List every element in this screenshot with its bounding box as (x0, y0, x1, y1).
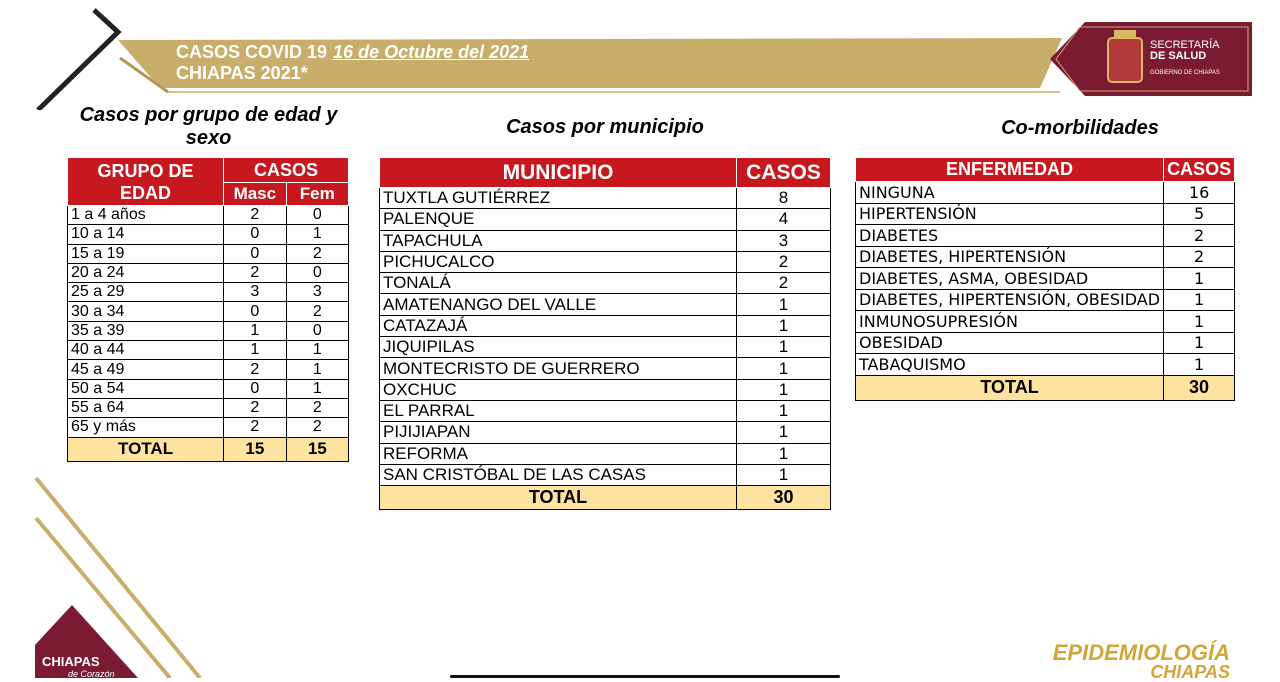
comorb-cell-name: OBESIDAD (856, 332, 1164, 354)
age-cell-masc: 2 (224, 360, 286, 379)
age-cell-masc: 2 (224, 398, 286, 417)
muni-row (380, 315, 831, 336)
chiapas-brand (42, 655, 115, 681)
age-cell-fem: 2 (286, 398, 348, 417)
comorb-cell-name: DIABETES, HIPERTENSIÓN, OBESIDAD (856, 289, 1164, 311)
age-cell-fem: 3 (286, 283, 348, 302)
muni-row (380, 443, 831, 464)
age-row (68, 225, 349, 244)
chiapas-brand-line2: de Corazón (68, 669, 115, 679)
age-cell-fem: 1 (286, 360, 348, 379)
comorb-cell-name: DIABETES, HIPERTENSIÓN (856, 246, 1164, 268)
muni-total-cases: 30 (737, 486, 831, 510)
logo-line2: DE SALUD (1150, 50, 1207, 62)
comorb-cell-cases: 2 (1164, 246, 1235, 268)
muni-cell-name: MONTECRISTO DE GUERRERO (380, 358, 737, 379)
muni-cell-name: TONALÁ (380, 273, 737, 294)
muni-row (380, 188, 831, 209)
muni-cell-name: JIQUIPILAS (380, 337, 737, 358)
comorb-row (856, 225, 1235, 247)
epidemiologia-brand (990, 642, 1230, 680)
comorbidity-table-title: Co-morbilidades (1001, 117, 1159, 139)
age-row (68, 418, 349, 437)
muni-cell-name: SAN CRISTÓBAL DE LAS CASAS (380, 464, 737, 485)
comorb-cell-cases: 1 (1164, 354, 1235, 376)
comorb-cell-name: NINGUNA (856, 182, 1164, 204)
age-cell-masc: 0 (224, 244, 286, 263)
age-cell-group: 30 a 34 (68, 302, 224, 321)
comorb-cell-name: INMUNOSUPRESIÓN (856, 311, 1164, 333)
muni-cell-cases: 3 (737, 230, 831, 251)
muni-cell-name: PICHUCALCO (380, 251, 737, 272)
age-cell-group: 20 a 24 (68, 263, 224, 282)
age-col-group (68, 158, 224, 206)
muni-cell-name: REFORMA (380, 443, 737, 464)
comorb-row (856, 246, 1235, 268)
age-cell-group: 25 a 29 (68, 283, 224, 302)
health-secretariat-logo (1150, 40, 1220, 79)
comorb-row (856, 203, 1235, 225)
age-cell-fem: 0 (286, 321, 348, 340)
age-cell-group: 55 a 64 (68, 398, 224, 417)
muni-cell-cases: 1 (737, 315, 831, 336)
muni-row (380, 422, 831, 443)
header-subtitle: CHIAPAS 2021* (176, 63, 308, 83)
muni-total-label: TOTAL (380, 486, 737, 510)
age-col-group-line2: EDAD (120, 182, 172, 203)
comorb-total-label: TOTAL (856, 375, 1164, 400)
age-row (68, 360, 349, 379)
age-cell-fem: 1 (286, 341, 348, 360)
muni-cell-name: TUXTLA GUTIÉRREZ (380, 188, 737, 209)
muni-row (380, 464, 831, 485)
age-row (68, 244, 349, 263)
muni-cell-cases: 1 (737, 464, 831, 485)
comorb-cell-name: DIABETES, ASMA, OBESIDAD (856, 268, 1164, 290)
muni-cell-cases: 2 (737, 251, 831, 272)
comorb-cell-cases: 1 (1164, 268, 1235, 290)
muni-cell-cases: 1 (737, 379, 831, 400)
header-date: 16 de Octubre del 2021 (333, 42, 530, 62)
age-row (68, 341, 349, 360)
comorb-row (856, 332, 1235, 354)
age-col-masc: Masc (224, 183, 286, 206)
epi-line1: EPIDEMIOLOGÍA (1052, 640, 1230, 665)
muni-row (380, 358, 831, 379)
age-row (68, 398, 349, 417)
age-row (68, 283, 349, 302)
age-cell-masc: 2 (224, 418, 286, 437)
comorb-row (856, 182, 1235, 204)
age-cell-masc: 2 (224, 263, 286, 282)
comorb-total-row (856, 375, 1235, 400)
age-total-row (68, 437, 349, 461)
age-cell-group: 15 a 19 (68, 244, 224, 263)
header-title-line (176, 42, 529, 63)
age-col-group-line1: GRUPO DE (97, 160, 194, 181)
comorbidity-table (855, 157, 1235, 401)
age-cell-group: 45 a 49 (68, 360, 224, 379)
muni-cell-name: EL PARRAL (380, 400, 737, 421)
age-table-title (66, 104, 351, 150)
municipio-table-title: Casos por municipio (506, 116, 704, 138)
comorb-total-cases: 30 (1164, 375, 1235, 400)
comorb-cell-name: DIABETES (856, 225, 1164, 247)
muni-cell-cases: 4 (737, 209, 831, 230)
age-cell-fem: 0 (286, 206, 348, 225)
muni-cell-name: PALENQUE (380, 209, 737, 230)
comorb-cell-name: TABAQUISMO (856, 354, 1164, 376)
age-row (68, 321, 349, 340)
muni-cell-cases: 1 (737, 422, 831, 443)
age-total-label: TOTAL (68, 437, 224, 461)
age-total-fem: 15 (286, 437, 348, 461)
age-cell-group: 40 a 44 (68, 341, 224, 360)
decorative-stripes (0, 470, 240, 678)
comorb-cell-cases: 1 (1164, 289, 1235, 311)
muni-row (380, 251, 831, 272)
muni-row (380, 379, 831, 400)
age-cell-group: 65 y más (68, 418, 224, 437)
comorb-row (856, 354, 1235, 376)
age-cell-masc: 0 (224, 379, 286, 398)
age-cell-fem: 0 (286, 263, 348, 282)
age-row (68, 379, 349, 398)
muni-cell-name: CATAZAJÁ (380, 315, 737, 336)
age-cell-fem: 1 (286, 225, 348, 244)
age-title-line2: sexo (185, 127, 232, 149)
chiapas-brand-line1: CHIAPAS (42, 654, 100, 669)
age-row (68, 263, 349, 282)
muni-cell-cases: 1 (737, 400, 831, 421)
muni-row (380, 230, 831, 251)
header-title: CASOS COVID 19 (176, 42, 328, 62)
comorb-col-name: ENFERMEDAD (856, 158, 1164, 182)
age-col-cases: CASOS (224, 158, 349, 183)
epi-line2: CHIAPAS (1150, 662, 1230, 682)
muni-row (380, 400, 831, 421)
muni-cell-cases: 1 (737, 294, 831, 315)
muni-cell-name: OXCHUC (380, 379, 737, 400)
age-group-table (67, 157, 349, 462)
age-title-line1: Casos por grupo de edad y (79, 104, 338, 126)
muni-cell-cases: 1 (737, 443, 831, 464)
age-total-masc: 15 (224, 437, 286, 461)
muni-row (380, 273, 831, 294)
muni-row (380, 209, 831, 230)
age-cell-fem: 1 (286, 379, 348, 398)
muni-cell-cases: 2 (737, 273, 831, 294)
comorb-cell-cases: 5 (1164, 203, 1235, 225)
age-cell-masc: 3 (224, 283, 286, 302)
muni-row (380, 337, 831, 358)
comorb-row (856, 268, 1235, 290)
age-cell-masc: 1 (224, 341, 286, 360)
muni-col-name: MUNICIPIO (380, 158, 737, 188)
muni-row (380, 294, 831, 315)
muni-col-cases: CASOS (737, 158, 831, 188)
comorb-cell-cases: 1 (1164, 332, 1235, 354)
age-cell-masc: 1 (224, 321, 286, 340)
age-cell-masc: 0 (224, 302, 286, 321)
comorb-row (856, 311, 1235, 333)
muni-cell-cases: 1 (737, 358, 831, 379)
muni-cell-cases: 1 (737, 337, 831, 358)
age-cell-masc: 2 (224, 206, 286, 225)
muni-cell-name: AMATENANGO DEL VALLE (380, 294, 737, 315)
age-cell-group: 1 a 4 años (68, 206, 224, 225)
logo-line3: GOBIERNO DE CHIAPAS (1150, 70, 1220, 76)
age-cell-fem: 2 (286, 302, 348, 321)
comorb-cell-cases: 16 (1164, 182, 1235, 204)
muni-total-row (380, 486, 831, 510)
comorb-col-cases: CASOS (1164, 158, 1235, 182)
age-cell-fem: 2 (286, 418, 348, 437)
comorb-row (856, 289, 1235, 311)
age-cell-group: 35 a 39 (68, 321, 224, 340)
age-cell-masc: 0 (224, 225, 286, 244)
comorb-cell-cases: 1 (1164, 311, 1235, 333)
age-row (68, 302, 349, 321)
comorb-cell-cases: 2 (1164, 225, 1235, 247)
age-cell-fem: 2 (286, 244, 348, 263)
logo-line1: SECRETARÍA (1150, 39, 1220, 51)
muni-cell-name: PIJIJIAPAN (380, 422, 737, 443)
muni-cell-name: TAPACHULA (380, 230, 737, 251)
municipio-table (379, 157, 831, 510)
age-col-fem: Fem (286, 183, 348, 206)
age-cell-group: 50 a 54 (68, 379, 224, 398)
age-row (68, 206, 349, 225)
comorb-cell-name: HIPERTENSIÓN (856, 203, 1164, 225)
age-cell-group: 10 a 14 (68, 225, 224, 244)
muni-cell-cases: 8 (737, 188, 831, 209)
